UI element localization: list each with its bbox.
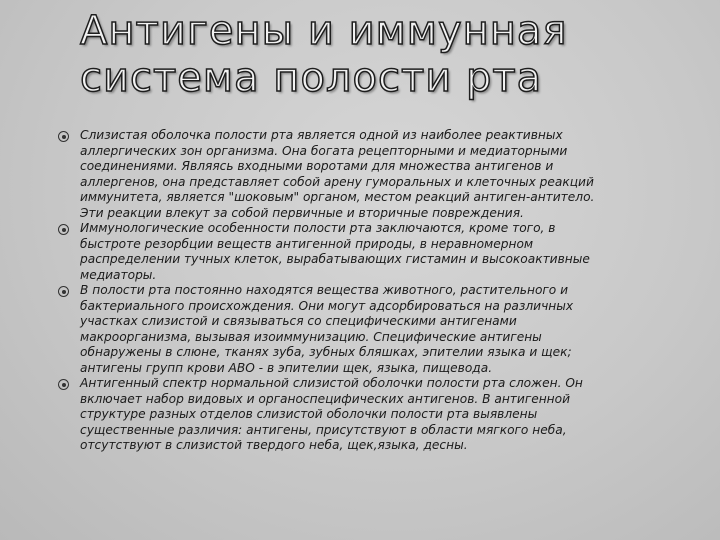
- text-line: аллергических зон организма. Она богата рецепторными и медиаторными: [80, 143, 568, 158]
- text-line: Антигенный спектр нормальной слизистой оболочки полости рта сложен. Он: [80, 376, 583, 390]
- text-line: аллергенов, она представляет собой арену гуморальных и клеточных реакций: [80, 174, 594, 189]
- text-line: иммунитета, является "шоковым" органом, местом реакций антиген-антитело.: [80, 190, 595, 204]
- text-line: обнаружены в слюне, тканях зуба, зубных бляшках, эпителии языка и щек;: [80, 345, 572, 359]
- circle-bullet-icon: [58, 286, 69, 297]
- text-line: включает набор видовых и органоспецифических антигенов. В антигенной: [80, 391, 571, 406]
- text-line: макроорганизма, вызывая изоиммунизацию. Специфические антигены: [80, 329, 542, 344]
- paragraph: [80, 376, 670, 454]
- slide-title: [80, 8, 680, 102]
- text-line: существенные различия: антигены, присутствуют в области мягкого неба,: [80, 422, 567, 437]
- list-item: [50, 128, 670, 221]
- list-item: [50, 221, 670, 283]
- text-line: соединениями. Являясь входными воротами для множества антигенов и: [80, 159, 554, 173]
- paragraph: [80, 221, 670, 283]
- text-line: бактериального происхождения. Они могут адсорбироваться на различных: [80, 298, 574, 313]
- text-line: Эти реакции влекут за собой первичные и вторичные повреждения.: [80, 205, 524, 220]
- text-line: быстроте резорбции веществ антигенной природы, в неравномерном: [80, 236, 534, 251]
- text-line: Слизистая оболочка полости рта является одной из наиболее реактивных: [80, 128, 563, 142]
- title-line: система полости рта: [80, 55, 543, 101]
- bullet-list: [50, 128, 670, 454]
- text-line: В полости рта постоянно находятся вещества животного, растительного и: [80, 283, 569, 297]
- text-line: антигены групп крови АВО - в эпителии щек, языка, пищевода.: [80, 360, 493, 375]
- text-line: распределении тучных клеток, вырабатывающих гистамин и высокоактивные: [80, 252, 590, 266]
- text-line: отсутствуют в слизистой твердого неба, щек,языка, десны.: [80, 438, 468, 452]
- circle-bullet-icon: [58, 379, 69, 390]
- circle-bullet-icon: [58, 224, 69, 235]
- paragraph: [80, 283, 670, 376]
- circle-bullet-icon: [58, 131, 69, 142]
- text-line: структуре разных отделов слизистой оболочки полости рта выявлены: [80, 407, 538, 421]
- list-item: [50, 283, 670, 376]
- paragraph: [80, 128, 670, 221]
- list-item: [50, 376, 670, 454]
- text-line: участках слизистой и связываться со специфическими антигенами: [80, 314, 517, 328]
- title-line: Антигены и иммунная: [80, 8, 568, 54]
- text-line: Иммунологические особенности полости рта заключаются, кроме того, в: [80, 221, 556, 235]
- text-line: медиаторы.: [80, 267, 157, 282]
